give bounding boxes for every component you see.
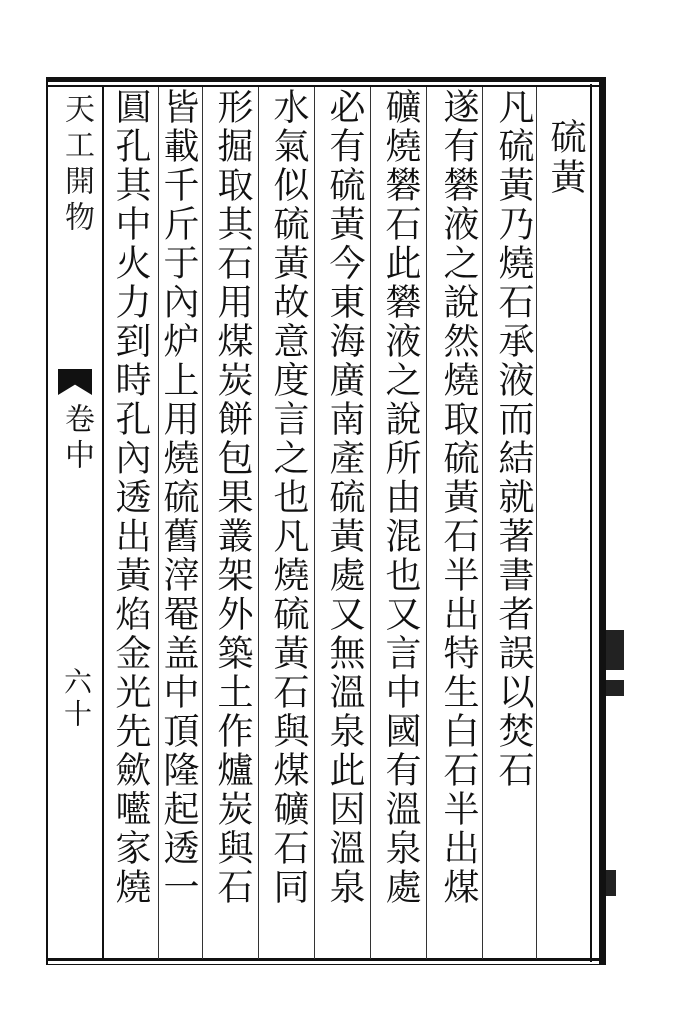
volume-label: 卷中: [59, 403, 94, 475]
frame-top-inner-rule: [46, 85, 606, 87]
text-column: 遂有礬液之說然燒取硫黃石半出特生白石半出煤: [438, 88, 479, 907]
text-column: 水氣似硫黃故意度言之也凡燒硫黃石與煤礦石同: [268, 88, 309, 907]
section-heading: 硫黃: [545, 118, 586, 198]
text-column: 必有硫黃今東海廣南產硫黃處又無溫泉此因溫泉: [324, 88, 365, 907]
book-title: 天工開物: [59, 93, 94, 237]
frame-right-inner-rule: [590, 84, 592, 962]
frame-bottom-rule: [46, 958, 606, 961]
text-column: 皆載千斤于內炉上用燒硫舊滓罨盖中頂隆起透一: [158, 88, 199, 907]
binding-edge-mark: [606, 680, 624, 696]
text-column: 凡硫黃乃燒石承液而結就著書者誤以焚石: [493, 88, 534, 790]
text-column: 形掘取其石用煤炭餅包果叢架外築土作爐炭與石: [212, 88, 253, 907]
text-column: 礦燒礬石此礬液之說所由混也又言中國有溫泉處: [380, 88, 421, 907]
fishtail-mark: [58, 369, 92, 395]
binding-edge-mark: [606, 870, 616, 896]
page-number: 六十: [60, 667, 93, 731]
text-column: 圓孔其中火力到時孔內透出黃焰金光先歛㘕家燒: [110, 88, 151, 907]
frame-bottom-inner-rule: [46, 964, 606, 965]
frame-top-rule: [46, 77, 606, 82]
binding-edge-mark: [606, 630, 624, 670]
frame-right-rule: [599, 77, 606, 965]
page-fold-strip: [48, 87, 102, 959]
